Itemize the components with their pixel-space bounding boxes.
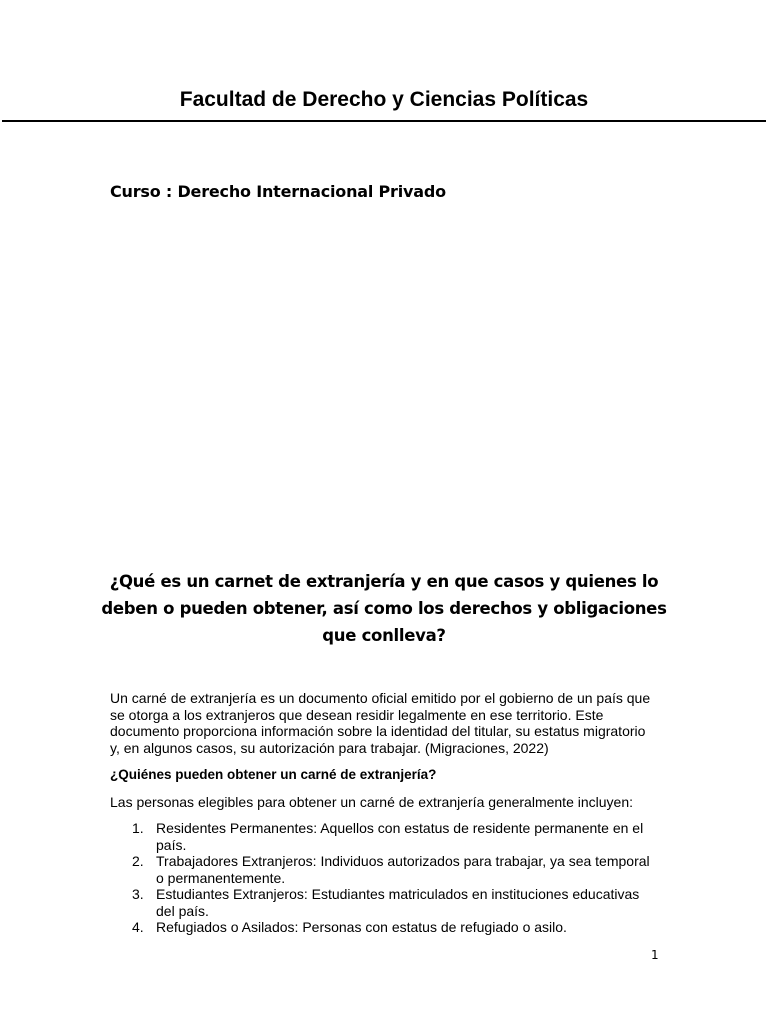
list-item xyxy=(128,820,660,853)
course-title: Curso : Derecho Internacional Privado xyxy=(110,182,446,201)
list-item-text: Trabajadores Extranjeros: Individuos autorizados para trabajar, ya sea temporal o permanentemente. xyxy=(156,853,650,886)
list-item-number: 3. xyxy=(132,886,144,902)
list-item xyxy=(128,853,660,886)
eligibility-list xyxy=(128,820,660,936)
header-divider xyxy=(2,120,766,122)
eligibility-subheading: ¿Quiénes pueden obtener un carné de extranjería? xyxy=(110,767,437,782)
faculty-title: Facultad de Derecho y Ciencias Políticas xyxy=(179,88,589,111)
list-item-number: 4. xyxy=(132,919,144,935)
list-item xyxy=(128,886,660,919)
intro-paragraph: Un carné de extranjería es un documento oficial emitido por el gobierno de un país que se otorga a los extranjeros que desean residir legalmente en ese territorio. Este documento proporciona información sobre la identidad del titular, su estatus migratorio y, en algunos casos, su autorización para trabajar. (Migraciones, 2022) xyxy=(110,690,651,756)
list-item xyxy=(128,919,660,936)
list-item-number: 1. xyxy=(132,820,144,836)
eligibility-paragraph: Las personas elegibles para obtener un carné de extranjería generalmente incluyen: xyxy=(110,794,634,810)
list-item-text: Estudiantes Extranjeros: Estudiantes matriculados en instituciones educativas del país. xyxy=(156,886,640,919)
question-heading: ¿Qué es un carnet de extranjería y en que casos y quienes lo deben o pueden obtener, así como los derechos y obligaciones que conlleva? xyxy=(101,572,667,645)
list-item-text: Residentes Permanentes: Aquellos con estatus de residente permanente en el país. xyxy=(156,820,644,853)
list-item-text: Refugiados o Asilados: Personas con estatus de refugiado o asilo. xyxy=(156,919,567,935)
page-number: 1 xyxy=(651,948,659,962)
list-item-number: 2. xyxy=(132,853,144,869)
